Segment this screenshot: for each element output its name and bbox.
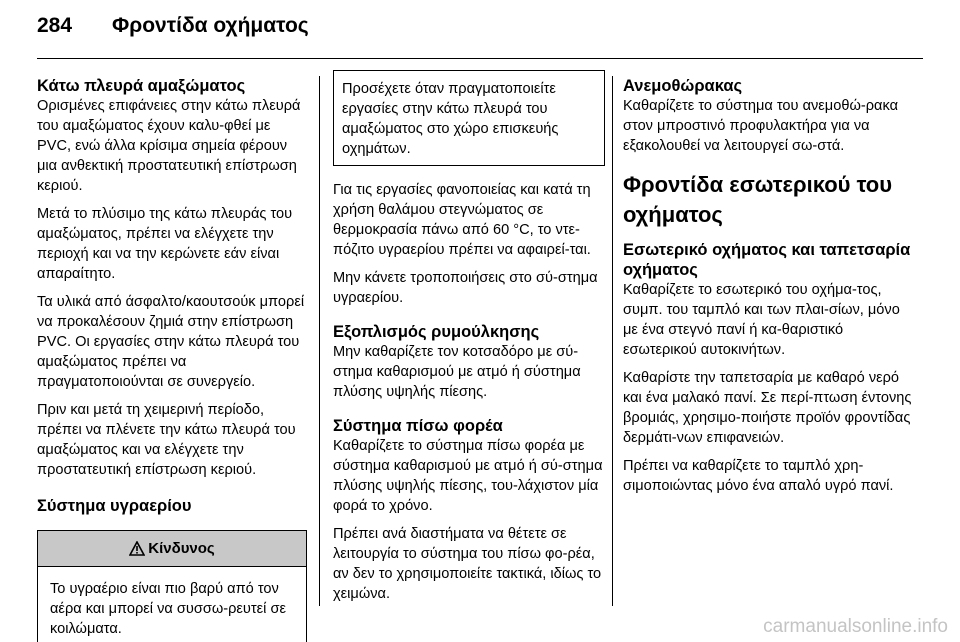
chapter-title-interior-care: Φροντίδα εσωτερικού του οχήματος (623, 172, 893, 227)
page-title: Φροντίδα οχήματος (112, 14, 309, 37)
paragraph: Καθαρίζετε το εσωτερικό του οχήμα-τος, συμπ. του ταμπλό και των πλαι-σίων, μόνο με ένα στεγνό πανί ή κα-θαριστικό εσωτερικού αυτοκινήτων. (623, 282, 900, 358)
watermark: carmanualsonline.info (763, 616, 948, 637)
danger-header (38, 531, 306, 567)
notice-box (333, 70, 605, 166)
danger-label: Κίνδυνος (148, 540, 215, 557)
danger-box (37, 530, 307, 642)
paragraph: Για τις εργασίες φανοποιείας και κατά τη χρήση θαλάμου στεγνώματος σε θερμοκρασία πάνω από 60 °C, το ντε-πόζιτο υγραερίου πρέπει να αφαιρεί-ται. (333, 182, 591, 258)
paragraph: Μετά το πλύσιμο της κάτω πλευράς του αμαξώματος, πρέπει να ελέγχετε την περιοχή και να την κερώνετε εάν είναι απαραίτητο. (37, 206, 293, 282)
column-divider-2 (612, 76, 613, 606)
section-title-towing-equipment: Εξοπλισμός ρυμούλκησης (333, 323, 540, 341)
page-header (37, 14, 923, 54)
paragraph: Πρέπει να καθαρίζετε το ταμπλό χρη-σιμοποιώντας μόνο ένα απαλό υγρό πανί. (623, 458, 894, 494)
danger-text: Το υγραέριο είναι πιο βαρύ από τον αέρα και μπορεί να συσσω-ρευτεί σε κοιλώματα. (50, 581, 286, 637)
column-3 (623, 76, 913, 504)
section-title-windscreen-cowl: Ανεμοθώρακας (623, 77, 743, 95)
paragraph: Μην καθαρίζετε τον κοτσαδόρο με σύ-στημα καθαρισμού με ατμό ή σύστημα πλύσης υψηλής πίεσης. (333, 344, 581, 400)
paragraph: Πρέπει ανά διαστήματα να θέτετε σε λειτουργία το σύστημα του πίσω φο-ρέα, αν δεν το χρησιμοποιείτε τακτικά, ιδίως το χειμώνα. (333, 526, 602, 602)
paragraph: Ορισμένες επιφάνειες στην κάτω πλευρά του αμαξώματος έχουν καλυ-φθεί με PVC, ενώ άλλα κρίσιμα σημεία φέρουν μια ανθεκτική προστατευτική επίστρωση κεριού. (37, 98, 301, 194)
section-title-underbody: Κάτω πλευρά αμαξώματος (37, 77, 246, 95)
warning-triangle-icon (129, 541, 145, 556)
section-title-lpg-system: Σύστημα υγραερίου (37, 497, 192, 515)
page-number: 284 (37, 14, 73, 37)
paragraph: Καθαρίζετε το σύστημα του ανεμοθώ-ρακα στον μπροστινό προφυλακτήρα για να εξακολουθεί να λειτουργεί σω-στά. (623, 98, 899, 154)
notice-text: Προσέχετε όταν πραγματοποιείτε εργασίες στην κάτω πλευρά του αμαξώματος στο χώρο επισκευής οχημάτων. (342, 81, 559, 157)
paragraph: Καθαρίστε την ταπετσαρία με καθαρό νερό και ένα μαλακό πανί. Σε περί-πτωση έντονης βρομιάς, χρησιμο-ποιήστε προϊόν φροντίδας δερμάτι-νων επιφανειών. (623, 370, 912, 446)
column-divider-1 (319, 76, 320, 606)
section-title-interior-upholstery: Εσωτερικό οχήματος και ταπετσαρία οχήματος (623, 241, 911, 279)
paragraph: Τα υλικά από άσφαλτο/καουτσούκ μπορεί να προκαλέσουν ζημιά στην επίστρωση PVC. Οι εργασίες στην κάτω πλευρά του αμαξώματος πρέπει να πραγματοποιούνται σε συνεργείο. (37, 294, 305, 390)
paragraph: Πριν και μετά τη χειμερινή περίοδο, πρέπει να πλένετε την κάτω πλευρά του αμαξώματος και να ελέγχετε την προστατευτική επίστρωση κεριού. (37, 402, 296, 478)
section-title-rear-carrier: Σύστημα πίσω φορέα (333, 417, 503, 435)
column-2 (333, 76, 605, 612)
header-rule (37, 58, 923, 59)
danger-body (38, 567, 306, 642)
paragraph: Καθαρίζετε το σύστημα πίσω φορέα με σύστημα καθαρισμού με ατμό ή σύ-στημα πλύσης υψηλής πίεσης, του-λάχιστον μία φορά το χρόνο. (333, 438, 603, 514)
paragraph: Μην κάνετε τροποποιήσεις στο σύ-στημα υγραερίου. (333, 270, 598, 306)
column-1 (37, 76, 307, 642)
